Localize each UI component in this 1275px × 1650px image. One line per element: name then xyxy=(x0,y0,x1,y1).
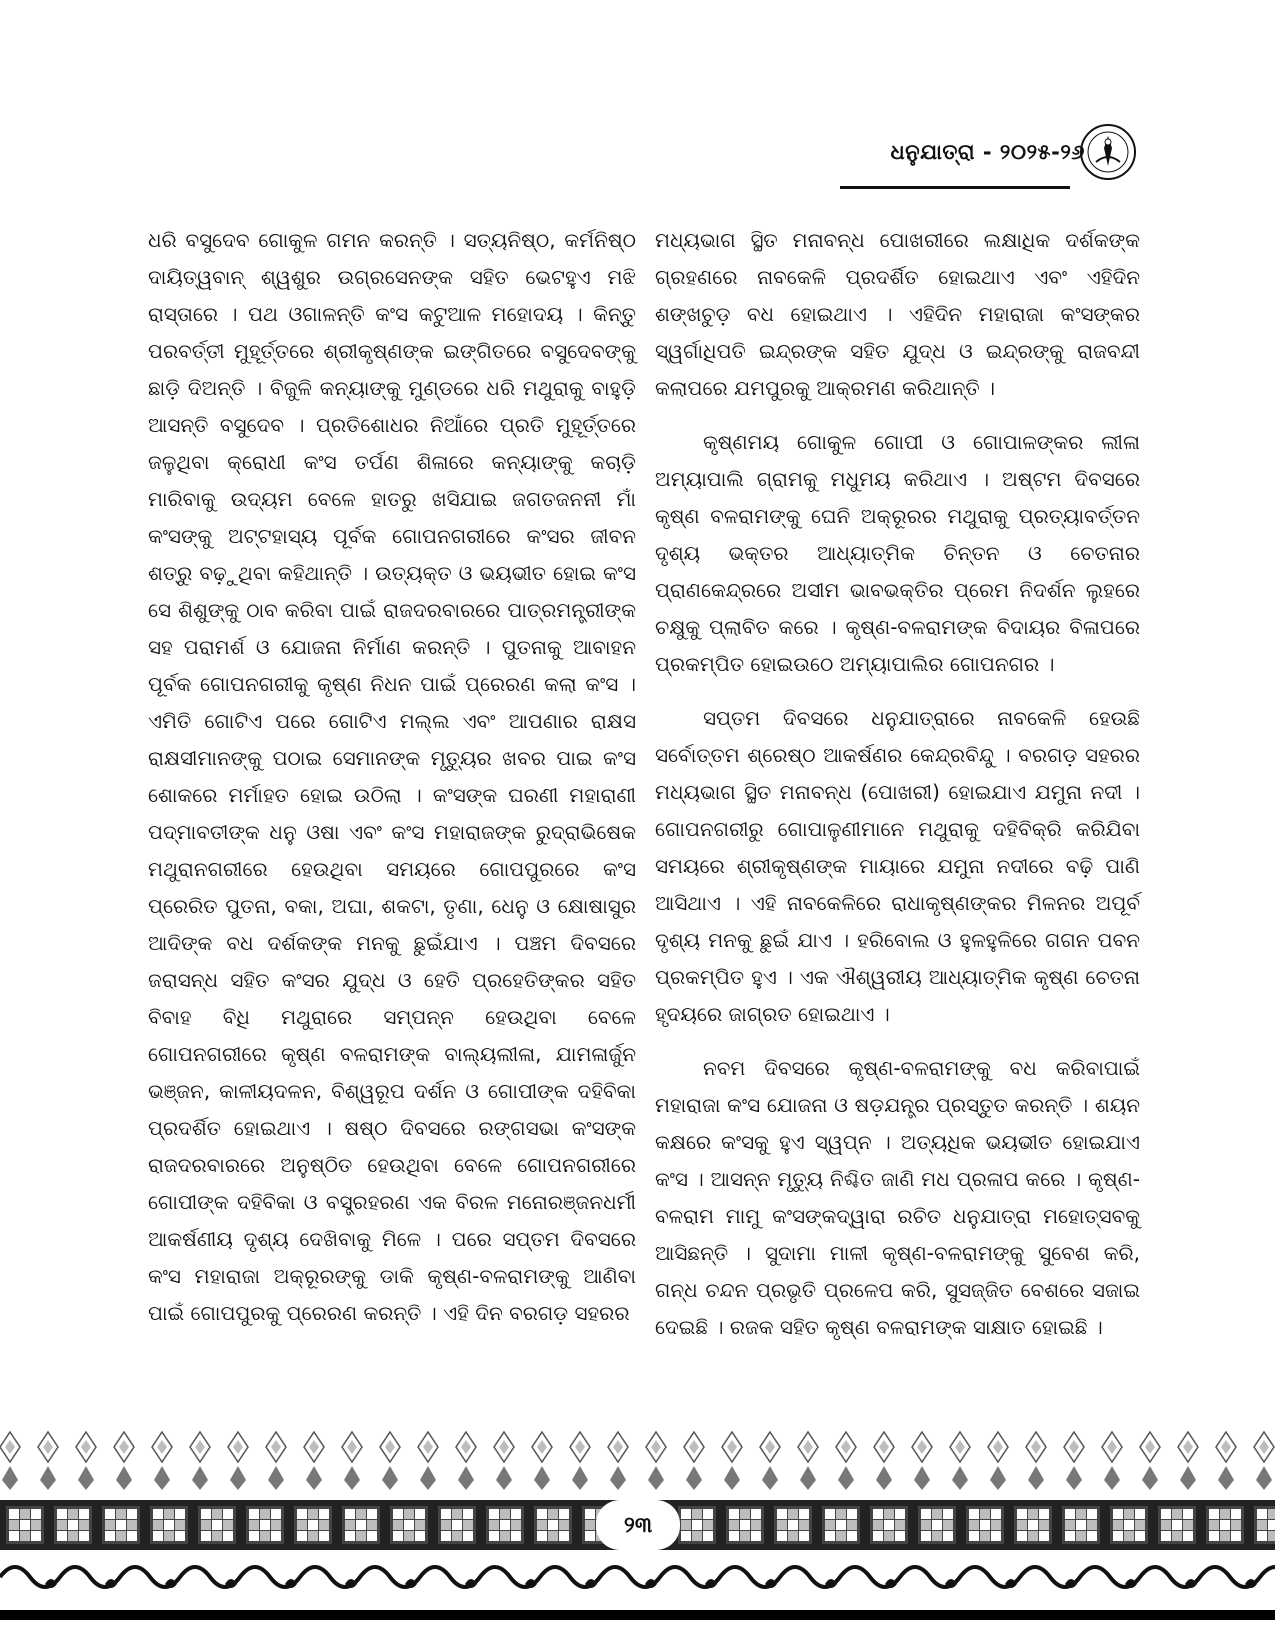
bottom-rule xyxy=(0,1610,1275,1620)
right-paragraph-3: ସପ୍ତମ ଦିବସରେ ଧନୁଯାତ୍ରାରେ ନାବକେଳି ହେଉଛି ସର୍ବୋତ୍ତମ ଶ୍ରେଷ୍ଠ ଆକର୍ଷଣର କେନ୍ଦ୍ରବିନ୍ଦୁ । ବରଗଡ଼ ସହରର ମଧ୍ୟଭାଗ ସ୍ଥିତ ମନାବନ୍ଧ (ପୋଖରୀ) ହୋଇଯାଏ ଯମୁନା ନଦୀ । ଗୋପନଗରୀରୁ ଗୋପାଳୁଣୀମାନେ ମଥୁରାକୁ ଦହିବିକ୍ରି କରିଯିବା ସମୟରେ ଶ୍ରୀକୃଷ୍ଣଙ୍କ ମାୟାରେ ଯମୁନା ନଦୀରେ ବଢ଼ି ପାଣି ଆସିଥାଏ । ଏହି ନାବକେଳିରେ ରାଧାକୃଷ୍ଣଙ୍କର ମିଳନର ଅପୂର୍ବ ଦୃଶ୍ୟ ମନକୁ ଛୁଇଁ ଯାଏ । ହରିବୋଲ ଓ ହୁଳହୁଳିରେ ଗଗନ ପବନ ପ୍ରକମ୍ପିତ ହୁଏ । ଏକ ଐଶ୍ୱରୀୟ ଆଧ୍ୟାତ୍ମିକ କୃଷ୍ଣ ଚେତନା ହୃଦୟରେ ଜାଗ୍ରତ ହୋଇଥାଏ । xyxy=(655,706,1140,1026)
running-header xyxy=(890,132,1085,172)
right-paragraph-1: ମଧ୍ୟଭାଗ ସ୍ଥିତ ମନାବନ୍ଧ ପୋଖରୀରେ ଲକ୍ଷାଧିକ ଦର୍ଶକଙ୍କ ଗ୍ରହଣରେ ନାବକେଳି ପ୍ରଦର୍ଶିତ ହୋଇଥାଏ ଏବଂ ଏହିଦିନ ଶଙ୍ଖଚୁଡ଼ ବଧ ହୋଇଥାଏ । ଏହିଦିନ ମହାରାଜା କଂସଙ୍କର ସ୍ୱର୍ଗାଧିପତି ଇନ୍ଦ୍ରଙ୍କ ସହିତ ଯୁଦ୍ଧ ଓ ଇନ୍ଦ୍ରଙ୍କୁ ରାଜବନ୍ଦୀ କଲାପରେ ଯମପୁରକୁ ଆକ୍ରମଣ କରିଥାନ୍ତି । xyxy=(655,228,1140,400)
right-paragraph-2: କୃଷ୍ଣମୟ ଗୋକୁଳ ଗୋପୀ ଓ ଗୋପାଳଙ୍କର ଲୀଳା ଅମ୍ୟାପାଲି ଗ୍ରାମକୁ ମଧୁମୟ କରିଥାଏ । ଅଷ୍ଟମ ଦିବସରେ କୃଷ୍ଣ ବଳରାମଙ୍କୁ ଘେନି ଅକ୍ରୂରର ମଥୁରାକୁ ପ୍ରତ୍ୟାବର୍ତ୍ତନ ଦୃଶ୍ୟ ଭକ୍ତର ଆଧ୍ୟାତ୍ମିକ ଚିନ୍ତନ ଓ ଚେତନାର ପ୍ରାଣକେନ୍ଦ୍ରରେ ଅସୀମ ଭାବଭକ୍ତିର ପ୍ରେମ ନିଦର୍ଶନ ଲୁହରେ ଚକ୍ଷୁକୁ ପ୍ଲାବିତ କରେ । କୃଷ୍ଣ-ବଳରାମଙ୍କ ବିଦାୟର ବିଳାପରେ ପ୍ରକମ୍ପିତ ହୋଇଉଠେ ଅମ୍ୟାପାଲିର ଗୋପନଗର । xyxy=(655,430,1140,676)
diamond-motif-border-icon xyxy=(0,1422,1275,1492)
left-column xyxy=(148,222,636,1349)
paisley-wave-border-icon xyxy=(0,1552,1275,1602)
right-column xyxy=(655,222,1140,1363)
left-paragraph-1: ଧରି ବସୁଦେବ ଗୋକୁଳ ଗମନ କରନ୍ତି । ସତ୍ୟନିଷ୍ଠ, କର୍ମନିଷ୍ଠ ଦାୟିତ୍ୱବାନ୍ ଶ୍ୱଶୁର ଉଗ୍ରସେନଙ୍କ ସହିତ ଭେଟହୁଏ ମଝି ରାସ୍ତାରେ । ପଥ ଓଗାଳନ୍ତି କଂସ କଟୁଆଳ ମହୋଦୟ । କିନ୍ତୁ ପରବର୍ତ୍ତୀ ମୁହୂର୍ତ୍ତରେ ଶ୍ରୀକୃଷ୍ଣଙ୍କ ଇଙ୍ଗିତରେ ବସୁଦେବଙ୍କୁ ଛାଡ଼ି ଦିଅନ୍ତି । ବିଜୁଳି କନ୍ୟାଙ୍କୁ ମୁଣ୍ଡରେ ଧରି ମଥୁରାକୁ ବାହୁଡ଼ି ଆସନ୍ତି ବସୁଦେବ । ପ୍ରତିଶୋଧର ନିଆଁରେ ପ୍ରତି ମୁହୂର୍ତ୍ତରେ ଜଳୁଥିବା କ୍ରୋଧୀ କଂସ ତର୍ପଣ ଶିଳାରେ କନ୍ୟାଙ୍କୁ କଚାଡ଼ି ମାରିବାକୁ ଉଦ୍ୟମ ବେଳେ ହାତରୁ ଖସିଯାଇ ଜଗତଜନନୀ ମାଁ କଂସଙ୍କୁ ଅଟ୍ଟହାସ୍ୟ ପୂର୍ବକ ଗୋପନଗରୀରେ କଂସର ଜୀବନ ଶତ୍ରୁ ବଢ଼ୁଥିବା କହିଥାନ୍ତି । ଉତ୍ୟକ୍ତ ଓ ଭୟଭୀତ ହୋଇ କଂସ ସେ ଶିଶୁଙ୍କୁ ଠାବ କରିବା ପାଇଁ ରାଜଦରବାରରେ ପାତ୍ରମନ୍ତ୍ରୀଙ୍କ ସହ ପରାମର୍ଶ ଓ ଯୋଜନା ନିର୍ମାଣ କରନ୍ତି । ପୁତନାକୁ ଆବାହନ ପୂର୍ବକ ଗୋପନଗରୀକୁ କୃଷ୍ଣ ନିଧନ ପାଇଁ ପ୍ରେରଣ କଲା କଂସ । ଏମିତି ଗୋଟିଏ ପରେ ଗୋଟିଏ ମଲ୍ଲ ଏବଂ ଆପଣାର ରାକ୍ଷସ ରାକ୍ଷସୀମାନଙ୍କୁ ପଠାଇ ସେମାନଙ୍କ ମୃତ୍ୟୁର ଖବର ପାଇ କଂସ ଶୋକରେ ମର୍ମାହତ ହୋଇ ଉଠିଲା । କଂସଙ୍କ ଘରଣୀ ମହାରାଣୀ ପଦ୍ମାବତୀଙ୍କ ଧନୁ ଓଷା ଏବଂ କଂସ ମହାରାଜଙ୍କ ରୁଦ୍ରାଭିଷେକ ମଥୁରାନଗରୀରେ ହେଉଥିବା ସମୟରେ ଗୋପପୁରରେ କଂସ ପ୍ରେରିତ ପୁତନା, ବକା, ଅଘା, ଶକଟା, ତୃଣା, ଧେନୁ ଓ କ୍ଷୋଷାସୁର ଆଦିଙ୍କ ବଧ ଦର୍ଶକଙ୍କ ମନକୁ ଛୁଇଁଯାଏ । ପଞ୍ଚମ ଦିବସରେ ଜରାସନ୍ଧ ସହିତ କଂସର ଯୁଦ୍ଧ ଓ ହେତି ପ୍ରହେତିଙ୍କର ସହିତ ବିବାହ ବିଧି ମଥୁରାରେ ସମ୍ପନ୍ନ ହେଉଥିବା ବେଳେ ଗୋପନଗରୀରେ କୃଷ୍ଣ ବଳରାମଙ୍କ ବାଲ୍ୟଲୀଳା, ଯାମଳାର୍ଜୁନ ଭଞ୍ଜନ, କାଳୀୟଦଳନ, ବିଶ୍ୱରୂପ ଦର୍ଶନ ଓ ଗୋପୀଙ୍କ ଦହିବିକା ପ୍ରଦର୍ଶିତ ହୋଇଥାଏ । ଷଷ୍ଠ ଦିବସରେ ରଙ୍ଗସଭା କଂସଙ୍କ ରାଜଦରବାରରେ ଅନୁଷ୍ଠିତ ହେଉଥିବା ବେଳେ ଗୋପନଗରୀରେ ଗୋପୀଙ୍କ ଦହିବିକା ଓ ବସ୍ତ୍ରହରଣ ଏକ ବିରଳ ମନୋରଞ୍ଜନଧର୍ମୀ ଆକର୍ଷଣୀୟ ଦୃଶ୍ୟ ଦେଖିବାକୁ ମିଳେ । ପରେ ସପ୍ତମ ଦିବସରେ କଂସ ମହାରାଜା ଅକ୍ରୂରଙ୍କୁ ଡାକି କୃଷ୍ଣ-ବଳରାମଙ୍କୁ ଆଣିବା ପାଇଁ ଗୋପପୁରକୁ ପ୍ରେରଣ କରନ୍ତି । ଏହି ଦିନ ବରଗଡ଼ ସହରର xyxy=(148,228,636,1325)
circular-emblem-icon xyxy=(1078,122,1138,182)
page-number-badge xyxy=(596,1500,680,1550)
page-number: ୨୩ xyxy=(623,1512,653,1538)
header-title: ଧନୁଯାତ୍ରା - ୨୦୨୫-୨୬ xyxy=(890,139,1085,164)
header-underline xyxy=(840,186,1070,189)
right-paragraph-4: ନବମ ଦିବସରେ କୃଷ୍ଣ-ବଳରାମଙ୍କୁ ବଧ କରିବାପାଇଁ ମହାରାଜା କଂସ ଯୋଜନା ଓ ଷଡ଼ଯନ୍ତ୍ର ପ୍ରସ୍ତୁତ କରନ୍ତି । ଶୟନ କକ୍ଷରେ କଂସକୁ ହୁଏ ସ୍ୱପ୍ନ । ଅତ୍ୟଧିକ ଭୟଭୀତ ହୋଇଯାଏ କଂସ । ଆସନ୍ନ ମୃତ୍ୟୁ ନିଶ୍ଚିତ ଜାଣି ମଧ ପ୍ରଳାପ କରେ । କୃଷ୍ଣ-ବଳରାମ ମାମୁ କଂସଙ୍କଦ୍ୱାରା ରଚିତ ଧନୁଯାତ୍ରା ମହୋତ୍ସବକୁ ଆସିଛନ୍ତି । ସୁଦାମା ମାଳୀ କୃଷ୍ଣ-ବଳରାମଙ୍କୁ ସୁବେଶ କରି, ଗନ୍ଧ ଚନ୍ଦନ ପ୍ରଭୃତି ପ୍ରଳେପ କରି, ସୁସଜ୍ଜିତ ବେଶରେ ସଜାଇ ଦେଇଛି । ରଜକ ସହିତ କୃଷ୍ଣ ବଳରାମଙ୍କ ସାକ୍ଷାତ ହୋଇଛି । xyxy=(655,1056,1140,1339)
